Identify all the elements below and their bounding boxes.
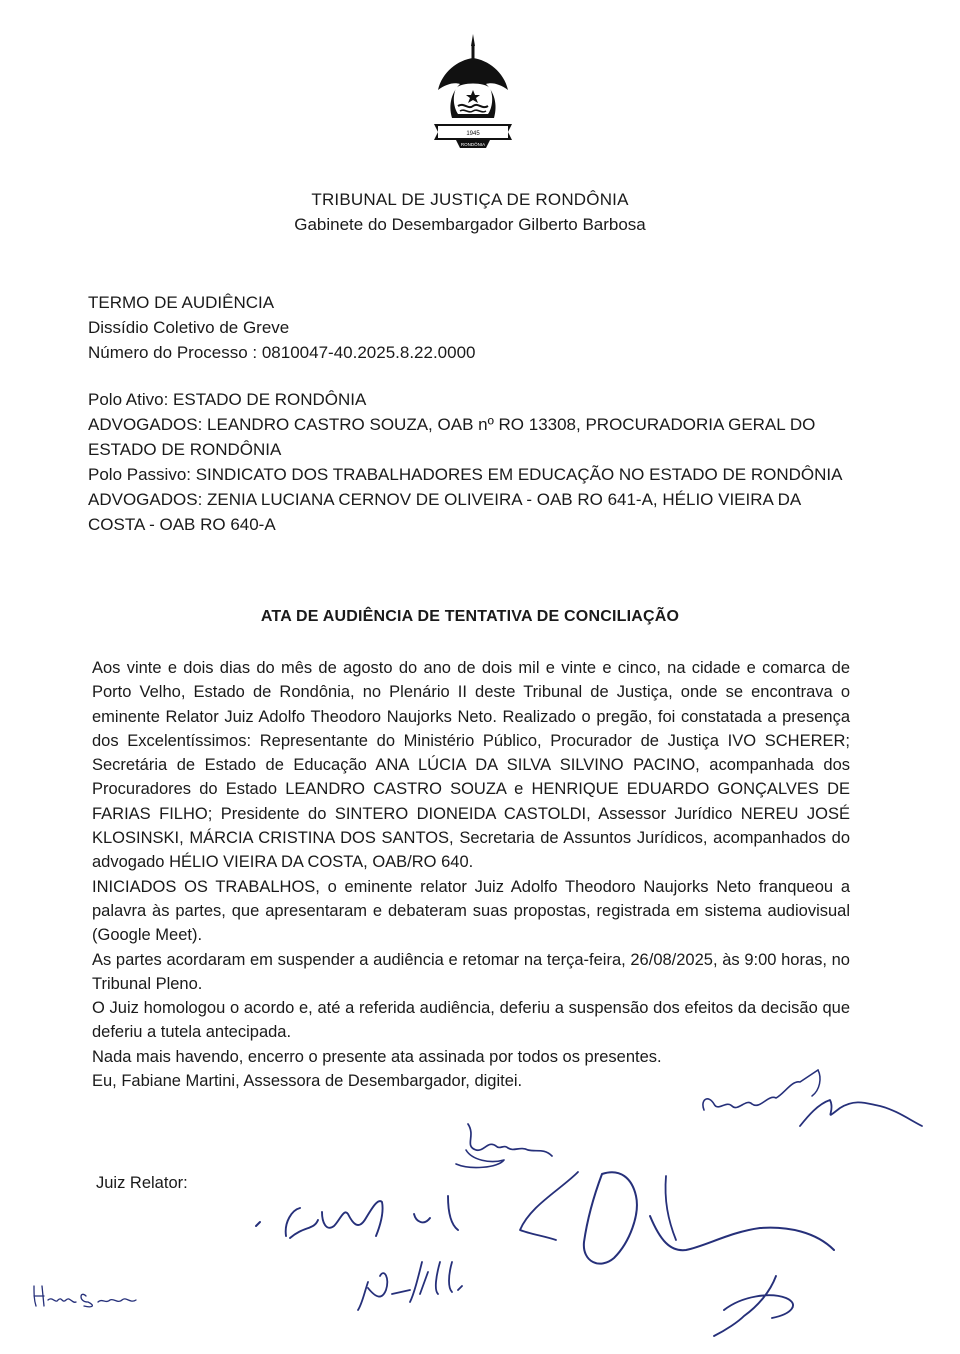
signature-neto bbox=[358, 1262, 462, 1310]
seal-motto: RONDÔNIA bbox=[460, 142, 486, 147]
minutes-paragraph: Eu, Fabiane Martini, Assessora de Desembargador, digitei. bbox=[92, 1072, 523, 1091]
signature-typist-rubric bbox=[456, 1124, 552, 1167]
active-lawyers: ADVOGADOS: LEANDRO CASTRO SOUZA, OAB nº RO 13308, PROCURADORIA GERAL DO ESTADO DE RONDÔNIA bbox=[88, 415, 816, 459]
case-class: Dissídio Coletivo de Greve bbox=[88, 318, 290, 337]
case-header bbox=[88, 290, 848, 365]
passive-lawyers: ADVOGADOS: ZENIA LUCIANA CERNOV DE OLIVEIRA - OAB RO 641-A, HÉLIO VIEIRA DA COSTA - OAB RO 640-A bbox=[88, 490, 801, 534]
term-title: TERMO DE AUDIÊNCIA bbox=[88, 293, 275, 312]
signature-flourish bbox=[714, 1276, 793, 1336]
case-number: Número do Processo : 0810047-40.2025.8.22.0000 bbox=[88, 343, 476, 362]
minutes-title: ATA DE AUDIÊNCIA DE TENTATIVA DE CONCILIAÇÃO bbox=[260, 608, 680, 625]
judge-label: Juiz Relator: bbox=[96, 1174, 188, 1192]
minutes-body bbox=[92, 656, 850, 1093]
minutes-paragraph: As partes acordaram em suspender a audiência e retomar na terça-feira, 26/08/2025, às 9:00 horas, no Tribunal Pleno. bbox=[92, 950, 850, 993]
court-name: TRIBUNAL DE JUSTIÇA DE RONDÔNIA bbox=[311, 190, 629, 209]
coat-of-arms-icon bbox=[428, 32, 518, 152]
passive-party: Polo Passivo: SINDICATO DOS TRABALHADORES EM EDUCAÇÃO NO ESTADO DE RONDÔNIA bbox=[88, 465, 843, 484]
parties-section bbox=[88, 387, 848, 537]
signature-large bbox=[520, 1172, 834, 1264]
minutes-paragraph: O Juiz homologou o acordo e, até a referida audiência, deferiu a suspensão dos efeitos da decisão que deferiu a tutela antecipada. bbox=[92, 999, 850, 1042]
office-name: Gabinete do Desembargador Gilberto Barbosa bbox=[294, 215, 646, 234]
minutes-paragraph: Aos vinte e dois dias do mês de agosto do ano de dois mil e vinte e cinco, na cidade e comarca de Porto Velho, Estado de Rondônia, no Plenário II deste Tribunal de Justiça, onde se encontrava o eminente Relator Juiz Adolfo Theodoro Naujorks Neto. Realizado o pregão, foi constatada a presença dos Excelentíssimos: Representante do Ministério Público, Procurador de Justiça IVO SCHERER; Secretária de Estado de Educação ANA LÚCIA DA SILVA SILVINO PACINO, acompanhada dos Procuradores do Estado LEANDRO CASTRO SOUZA e HENRIQUE EDUARDO GONÇALVES DE FARIAS FILHO; Presidente do SINTERO DIONEIDA CASTOLDI, Assessor Jurídico NEREU JOSÉ KLOSINSKI, MÁRCIA CRISTINA DOS SANTOS, Secretaria de Assuntos Jurídicos, acompanhados do advogado HÉLIO VIEIRA DA COSTA, OAB/RO 640. bbox=[92, 659, 850, 872]
signature-judge bbox=[256, 1196, 458, 1238]
minutes-paragraph: Nada mais havendo, encerro o presente ata assinada por todos os presentes. bbox=[92, 1047, 662, 1066]
active-party: Polo Ativo: ESTADO DE RONDÔNIA bbox=[88, 390, 367, 409]
signature-left-margin bbox=[34, 1286, 136, 1307]
seal-years: 1945 bbox=[466, 131, 480, 137]
minutes-paragraph: INICIADOS OS TRABALHOS, o eminente relator Juiz Adolfo Theodoro Naujorks Neto franqueou a palavra às partes, que apresentaram e debateram suas propostas, registrada em sistema audiovisual (Google Meet). bbox=[92, 877, 850, 945]
